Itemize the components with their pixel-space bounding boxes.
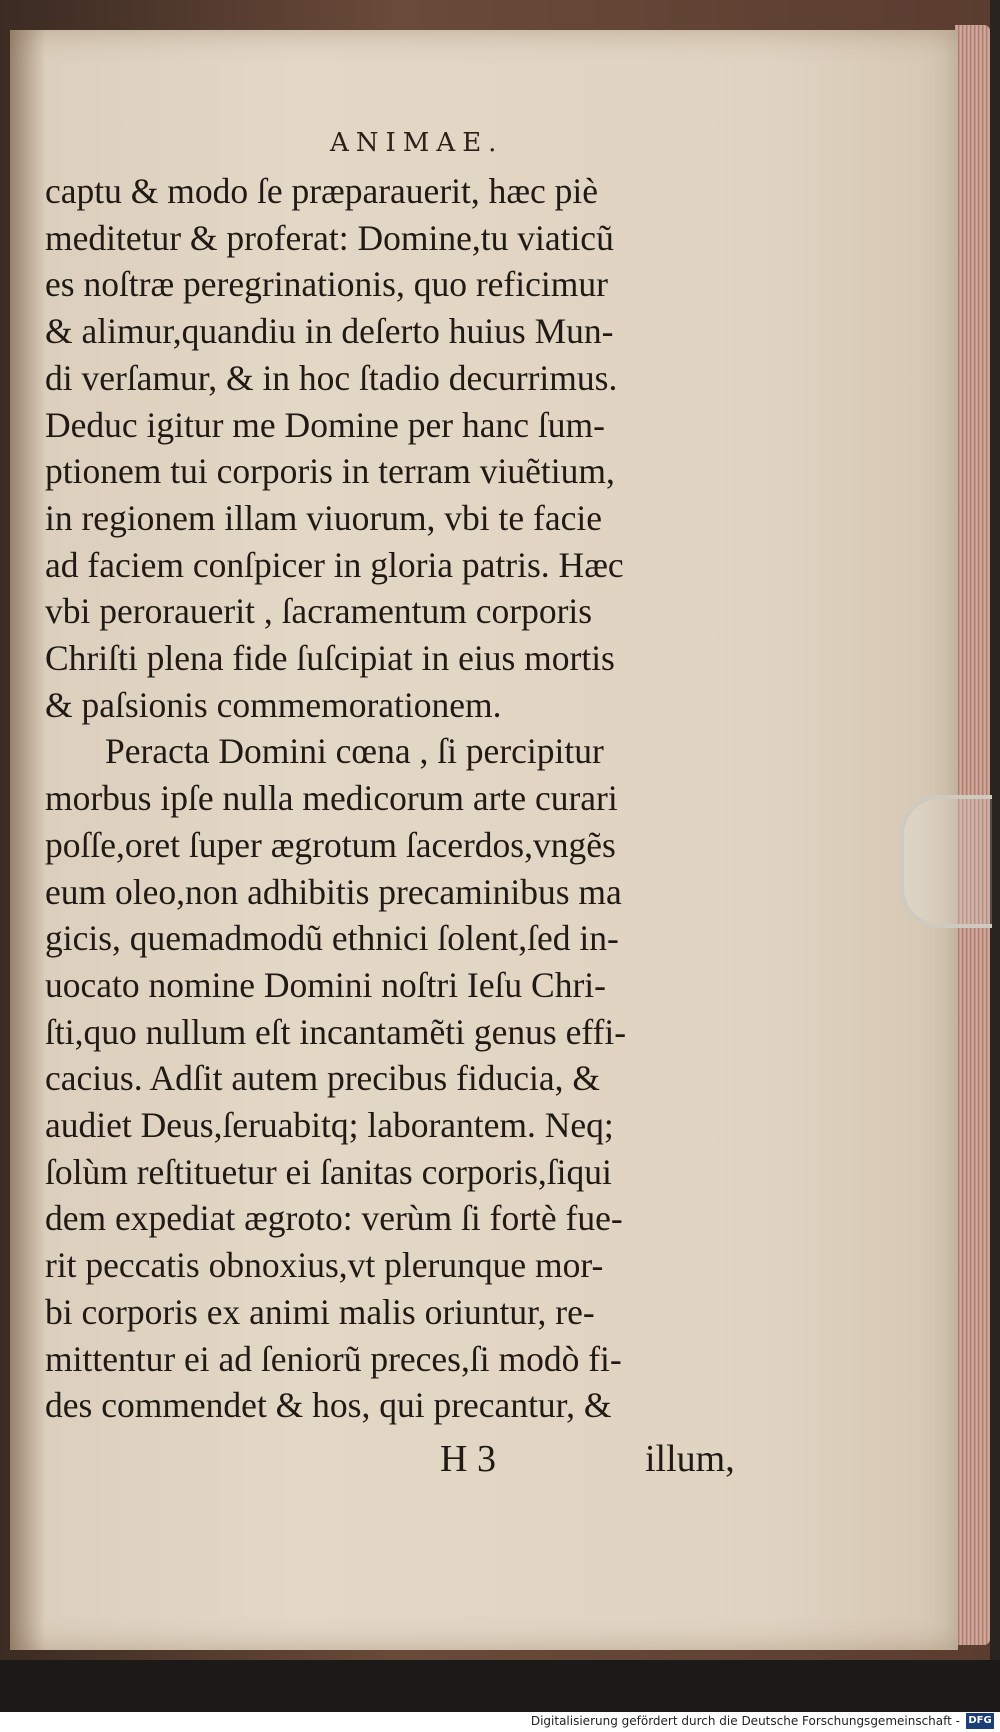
text-line: poſſe,oret ſuper ægrotum ſacerdos,vngẽs — [45, 824, 616, 865]
text-line: rit peccatis obnoxius,vt plerunque mor- — [45, 1245, 604, 1286]
text-line: audiet Deus,ſeruabitq; laborantem. Neq; — [45, 1105, 614, 1146]
text-line: ſti,quo nullum eſt incantamẽti genus effi- — [45, 1011, 627, 1052]
running-head: ANIMAE. — [330, 128, 504, 158]
text-line: di verſamur, & in hoc ſtadio decurrimus. — [45, 357, 618, 398]
page-clip — [900, 795, 992, 928]
text-line: Peracta Domini cœna , ſi percipitur — [105, 731, 604, 772]
text-line: ptionem tui corporis in terram viuẽtium, — [45, 451, 615, 492]
footer-credit: Digitalisierung gefördert durch die Deutsche Forschungsgemeinschaft - — [530, 1714, 960, 1728]
text-line: dem expediat ægroto: verùm ſi fortè fue- — [45, 1198, 623, 1239]
text-line: ad faciem conſpicer in gloria patris. Hæc — [45, 544, 624, 585]
text-line: & paſsionis commemorationem. — [45, 684, 502, 725]
text-line: uocato nomine Domini noſtri Ieſu Chri- — [45, 964, 606, 1005]
text-line: vbi perorauerit , ſacramentum corporis — [45, 591, 593, 632]
page-gutter-shadow — [10, 30, 45, 1650]
text-line: bi corporis ex animi malis oriuntur, re- — [45, 1291, 595, 1332]
signature-mark: H 3 — [440, 1438, 496, 1480]
text-line: Deduc igitur me Domine per hanc ſum- — [45, 404, 605, 445]
text-line: cacius. Adſit autem precibus fiducia, & — [45, 1058, 601, 1099]
text-line: gicis, quemadmodũ ethnici ſolent,ſed in- — [45, 918, 619, 959]
text-line: ſolùm reſtituetur ei ſanitas corporis,ſiqui — [45, 1151, 612, 1192]
text-line: captu & modo ſe præparauerit, hæc piè — [45, 171, 599, 211]
body-text — [45, 168, 765, 1429]
text-line: in regionem illam viuorum, vbi te facie — [45, 497, 602, 538]
catchword: illum, — [645, 1438, 735, 1480]
text-line: es noſtræ peregrinationis, quo reficimur — [45, 264, 608, 305]
text-line: des commendet & hos, qui precantur, & — [45, 1385, 612, 1426]
text-line: Chriſti plena fide ſuſcipiat in eius mortis — [45, 638, 615, 679]
dfg-logo: DFG — [966, 1713, 994, 1729]
text-line: morbus ipſe nulla medicorum arte curari — [45, 778, 618, 819]
text-line: eum oleo,non adhibitis precaminibus ma — [45, 871, 622, 912]
text-line: & alimur,quandiu in deſerto huius Mun- — [45, 311, 614, 352]
text-line: meditetur & proferat: Domine,tu viaticũ — [45, 217, 614, 258]
text-line: mittentur ei ad ſeniorũ preces,ſi modò fi- — [45, 1338, 622, 1379]
